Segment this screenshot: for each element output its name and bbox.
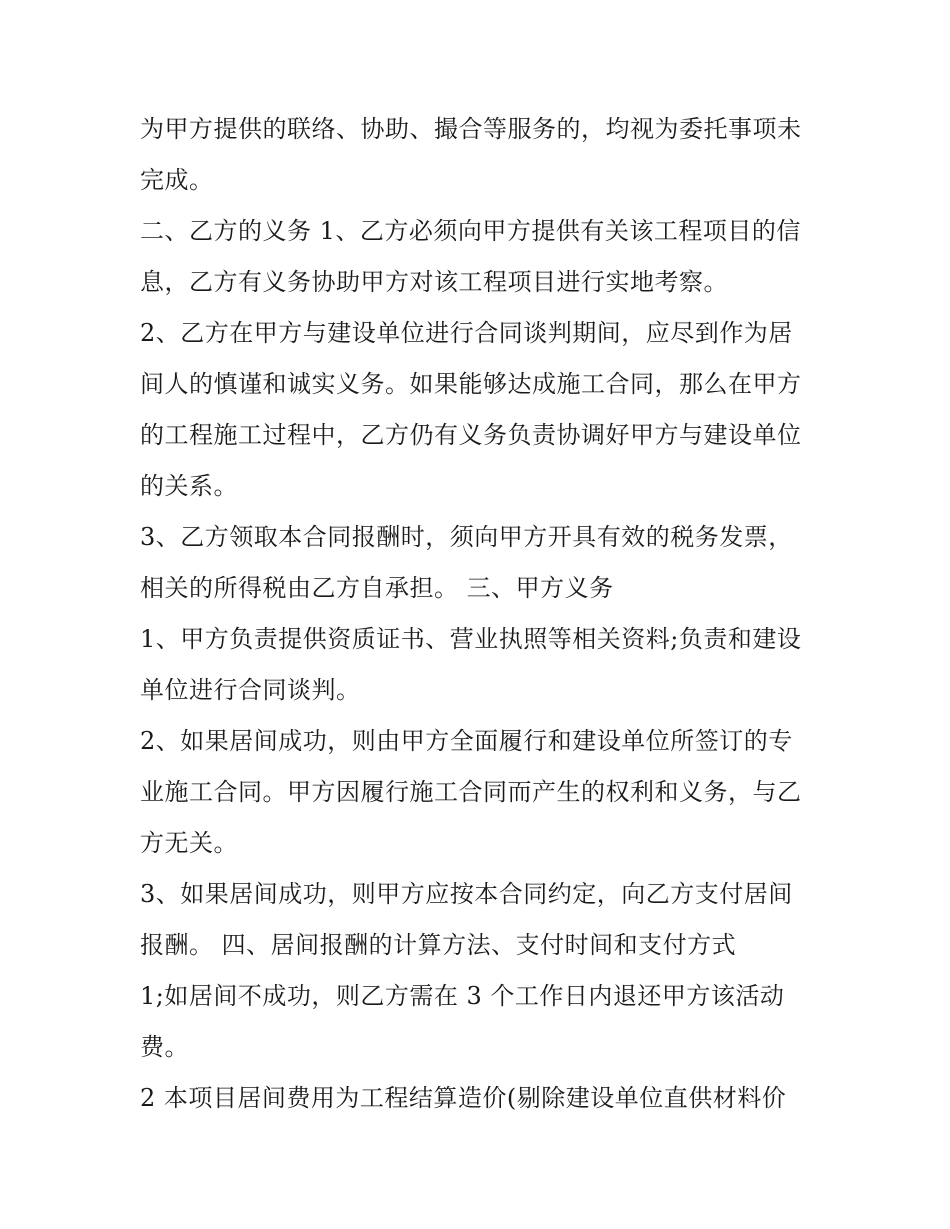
- text-line: 息，乙方有义务协助甲方对该工程项目进行实地考察。: [140, 268, 728, 296]
- text-line: 3、乙方领取本合同报酬时，须向甲方开具有效的税务发票，: [140, 523, 793, 551]
- text-line: 相关的所得税由乙方自承担。 三、甲方义务: [140, 574, 614, 602]
- text-line: 1;如居间不成功，则乙方需在 3 个工作日内退还甲方该活动: [140, 982, 785, 1010]
- text-line: 3、如果居间成功，则甲方应按本合同约定，向乙方支付居间: [140, 880, 793, 908]
- text-line: 方无关。: [140, 829, 238, 857]
- text-line: 完成。: [140, 166, 214, 194]
- text-line: 业施工合同。甲方因履行施工合同而产生的权利和义务，与乙: [140, 778, 802, 806]
- text-line: 单位进行合同谈判。: [140, 676, 361, 704]
- text-line: 的关系。: [140, 472, 238, 500]
- text-line: 报酬。 四、居间报酬的计算方法、支付时间和支付方式: [140, 931, 737, 959]
- text-line: 2 本项目居间费用为工程结算造价(剔除建设单位直供材料价: [140, 1084, 787, 1112]
- text-line: 为甲方提供的联络、协助、撮合等服务的，均视为委托事项未: [140, 115, 802, 143]
- text-line: 1、甲方负责提供资质证书、营业执照等相关资料;负责和建设: [140, 625, 802, 653]
- text-line: 间人的慎谨和诚实义务。如果能够达成施工合同，那么在甲方: [140, 370, 802, 398]
- text-line: 的工程施工过程中，乙方仍有义务负责协调好甲方与建设单位: [140, 421, 802, 449]
- document-body: [140, 104, 830, 1124]
- text-line: 2、如果居间成功，则由甲方全面履行和建设单位所签订的专: [140, 727, 793, 755]
- text-line: 费。: [140, 1033, 189, 1061]
- text-line: 二、乙方的义务 1、乙方必须向甲方提供有关该工程项目的信: [140, 217, 801, 245]
- text-line: 2、乙方在甲方与建设单位进行合同谈判期间，应尽到作为居: [140, 319, 793, 347]
